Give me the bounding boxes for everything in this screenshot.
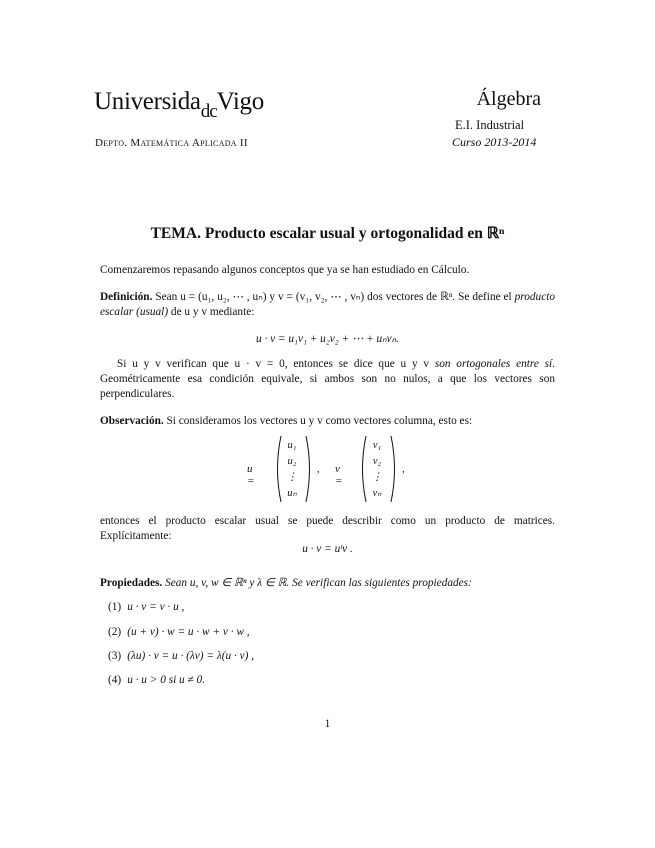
logo-text-sub: dc xyxy=(200,101,217,122)
property-item xyxy=(108,650,254,662)
u-label: u = xyxy=(247,463,255,487)
orthogonal-text-b: . Geométricamente esa condición equivale, si ambos son no nulos, a que los vectores son perpendiculares. xyxy=(100,358,556,400)
property-number: (3) xyxy=(108,650,122,662)
v-entry: v₁ xyxy=(372,440,382,451)
v-label: v = xyxy=(335,463,343,487)
end-comma: , xyxy=(402,463,405,475)
property-number: (1) xyxy=(108,601,122,613)
definition-paragraph xyxy=(100,290,555,320)
property-item xyxy=(108,674,205,686)
properties-intro: Sean u, v, w ∈ ℝⁿ y λ ∈ ℝ. Se verifican las siguientes propiedades: xyxy=(162,577,472,589)
department-name: Depto. Matemática Aplicada II xyxy=(95,137,248,149)
transpose-formula: u · v = uᵗv . xyxy=(302,543,353,555)
definition-text-a: Sean u = (u₁, u₂, ⋯ , uₙ) y v = (v₁, v₂, ⋯ , vₙ) dos vectores de ℝⁿ. Se define el xyxy=(155,291,515,303)
dot-product-formula: u · v = u₁v₁ + u₂v₂ + ⋯ + uₙvₙ. xyxy=(255,333,400,345)
orthogonal-term: son ortogonales entre sí xyxy=(434,358,553,370)
intro-paragraph: Comenzaremos repasando algunos conceptos que ya se han estudiado en Cálculo. xyxy=(100,264,470,276)
property-item xyxy=(108,601,184,613)
page-title: TEMA. Producto escalar usual y ortogonalidad en ℝⁿ xyxy=(150,225,505,242)
properties-label: Propiedades. xyxy=(100,577,163,589)
property-text: u · u > 0 si u ≠ 0. xyxy=(127,674,206,686)
u-entry: u₁ xyxy=(287,440,297,451)
university-logo xyxy=(94,88,264,122)
property-text: (λu) · v = u · (λv) = λ(u · v) , xyxy=(127,650,255,662)
u-entry: ⋮ xyxy=(286,472,298,483)
right-paren-u xyxy=(305,435,313,503)
definition-term: producto escalar (usual) xyxy=(100,291,555,318)
course-year: Curso 2013-2014 xyxy=(452,135,537,149)
observation-label: Observación. xyxy=(100,415,164,427)
orthogonal-paragraph xyxy=(100,357,555,402)
v-column xyxy=(364,438,390,502)
property-text: u · v = v · u , xyxy=(127,601,185,613)
property-number: (2) xyxy=(108,626,122,638)
page-number: 1 xyxy=(324,718,331,730)
observation-after-paragraph: entonces el producto escalar usual se puede describir como un producto de matrices. Explícitamente: xyxy=(100,515,555,542)
separator-comma: , xyxy=(317,463,320,475)
u-entry: u₂ xyxy=(287,456,297,467)
u-column xyxy=(279,438,305,502)
subject-name: Álgebra xyxy=(476,88,541,110)
school-name: E.I. Industrial xyxy=(455,118,525,132)
right-paren-v xyxy=(390,435,398,503)
orthogonal-text-a: Si u y v verifican que u · v = 0, entonces se dice que u y v xyxy=(117,358,435,370)
properties-paragraph xyxy=(100,576,555,591)
property-text: (u + v) · w = u · w + v · w , xyxy=(127,626,250,638)
observation-text: Si consideramos los vectores u y v como vectores columna, esto es: xyxy=(163,415,473,427)
v-entry: vₙ xyxy=(372,488,382,499)
logo-text-end: Vigo xyxy=(216,88,264,115)
definition-label: Definición. xyxy=(100,291,153,303)
u-entry: uₙ xyxy=(287,488,297,499)
logo-text-main: Universida xyxy=(94,88,201,115)
v-entry: ⋮ xyxy=(371,472,383,483)
property-item xyxy=(108,626,250,638)
observation-paragraph xyxy=(100,414,555,429)
property-number: (4) xyxy=(108,674,122,686)
definition-text-b: de u y v mediante: xyxy=(168,306,255,318)
header-right xyxy=(476,88,541,111)
v-entry: v₂ xyxy=(372,456,382,467)
